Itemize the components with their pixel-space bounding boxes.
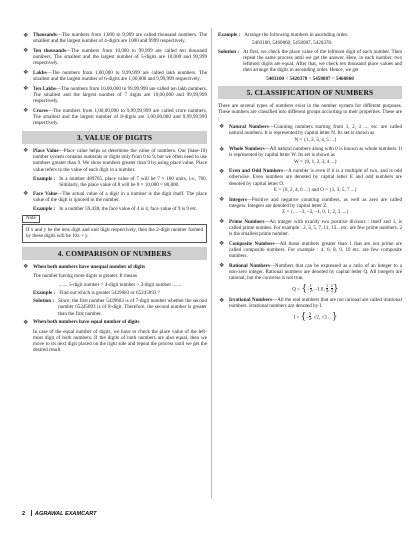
term: Face Value xyxy=(33,190,58,197)
definition: —All the real numbers that are not rational are called irrational numbers. Irrational numbers are denoted by I. xyxy=(229,297,402,310)
diamond-bullet-icon: ❖ xyxy=(23,31,29,39)
definition: —The numbers from 1,00,000 to 9,99,999 are called lakh numbers. The smallest and the largest number of 6-digits are 1,00,000 and 9,99,999 respectively. xyxy=(33,69,207,83)
set-notation: Z = {.... –3, –2, –1, 0, 1, 2, 3 ....} xyxy=(282,209,349,216)
set-notation: W = {0, 1, 2, 3, 4 ...} xyxy=(293,158,338,165)
example-text: In a number 59,438, the face value of 4 is 4, face value of 9 is 9 etc. xyxy=(59,206,198,213)
diamond-bullet-icon: ❖ xyxy=(23,147,29,155)
definition: —The actual value of a digit in a number is the digit itself. The place value of the digit is ignored in the number. xyxy=(33,190,207,203)
bullet-lakhs xyxy=(22,70,207,83)
solution-text: At first, we check the place value of the leftmost digit of each number. Then repeat the same process until we get the answer. Here, in each number, two leftmost digits are equal. After that, we check ten thousand place values and then arrange the digits in ascending order. Hence, we get xyxy=(243,48,402,74)
page-number: 2 xyxy=(22,511,26,517)
bullet-integers xyxy=(218,197,402,216)
solution-label: Solution : xyxy=(33,298,55,305)
bullet-composite-numbers xyxy=(218,241,402,260)
publisher-name: AGRAWAL EXAMCART xyxy=(34,511,97,517)
diamond-bullet-icon: ❖ xyxy=(23,263,29,271)
fraction: $\frac{1}{4}$ xyxy=(325,282,329,294)
set-notation: E = {0, 2, 4, 6 ...} and O = {1, 3, 5, 7 ...} xyxy=(273,187,358,194)
diamond-bullet-icon: ❖ xyxy=(23,318,29,326)
diamond-bullet-icon: ❖ xyxy=(219,196,225,203)
left-brace-icon: { xyxy=(300,311,307,322)
term: Crores xyxy=(33,107,48,114)
term: Thousands xyxy=(33,32,57,38)
fraction: $\frac{1}{2}$ xyxy=(309,282,312,294)
solution-result: 5403100 < 5420378 < 5458087 < 5460860 xyxy=(266,75,354,82)
note-label: Note xyxy=(22,215,40,224)
page-footer xyxy=(22,510,97,518)
term: Composite Numbers xyxy=(229,240,275,247)
note-text: If x and y be the tens digit and unit digit respectively, then the 2-digit number formed by these digits will be 10x + y. xyxy=(26,227,203,240)
definition: —All those numbers greater than 1 that are not prime are called composite numbers. For example : 4, 6, 8, 9, 10 etc. are few composite numbers. xyxy=(229,240,402,260)
left-column xyxy=(22,32,207,356)
definition: —The numbers from 10,000 to 99,999 are called ten thousand numbers. The smallest and the largest number of 5-digits are 10,000 and 99,999 respectively. xyxy=(33,47,208,67)
example-face-value xyxy=(22,206,207,212)
bullet-thousands xyxy=(22,32,207,45)
right-column xyxy=(218,32,402,325)
footer-divider xyxy=(31,510,32,516)
term: Integers xyxy=(229,196,247,203)
definition: —Numbers that can be expressed as a ratio of an integer to a non-zero integer. Rational numbers are denoted by capital letter Q. All integers are rational, but the converse is not true. xyxy=(229,262,403,282)
definition: —The numbers from 1,00,00,000 to 9,99,99,999 are called crore numbers. The smallest and the largest number of 8-digits are 1,00,00,000 and 9,99,99,999 respectively. xyxy=(33,107,207,127)
fraction: $\frac{3}{2}$ xyxy=(308,310,312,322)
example-text: Arrange the following numbers in ascending order. xyxy=(244,32,349,38)
solution-label: Solution : xyxy=(218,48,240,55)
example-label: Example : xyxy=(33,175,56,182)
set-notation: N = {1, 2, 3, 4, 5 ...} xyxy=(294,136,337,143)
definition: —Place value helps us determine the value of numbers. Our (base-10) number system contains numerals or digits only from 0 to 9, but we often need to use numbers greater than 9. We show numbers greater than 9 by using place value. Place value refers to the value of each digit in a number. xyxy=(33,147,207,173)
diamond-bullet-icon: ❖ xyxy=(23,190,29,198)
term: Ten Lakhs xyxy=(33,85,56,92)
bullet-equal-digits xyxy=(22,319,207,325)
term: Whole Numbers xyxy=(229,146,265,153)
diamond-bullet-icon: ❖ xyxy=(219,123,225,131)
example-text: In a number 489765, place value of 7 will be 7 × 100 units, i.e., 700. Similarly, the place value of 8 will be 8 × 10,000 = 80,000. xyxy=(59,175,207,189)
bullet-unequal-digits xyxy=(22,264,207,270)
bullet-even-odd xyxy=(218,168,402,193)
term: Rational Numbers xyxy=(229,262,270,269)
bullet-place-value xyxy=(22,148,207,173)
term: Ten thousands xyxy=(33,47,66,54)
diamond-bullet-icon: ❖ xyxy=(23,107,29,115)
definition: —The numbers from 10,00,000 to 99,99,999 are called ten lakh numbers. The smallest and the largest number of 7 digits are 10,00,000 and 99,99,999 respectively. xyxy=(33,85,207,105)
definition: —A number is even if it is a multiple of two, and is odd otherwise. Even numbers are denoted by capital letter E and odd numbers are denoted by capital letter O. xyxy=(229,168,403,187)
right-brace-icon: } xyxy=(333,283,339,294)
bullet-whole-numbers xyxy=(218,146,402,165)
solution-compare xyxy=(22,298,207,317)
bullet-irrational-numbers xyxy=(218,297,402,322)
rational-set-formula: Q = {– $\frac{1}{2}$ , –1.0, $\frac{1}{4}$ , $\frac{1}{2}$ } xyxy=(292,282,339,294)
example-label: Example : xyxy=(218,32,241,38)
paragraph: In case of the equal number of digits, we have to check the place value of the left-most digit of both numbers. If the digits of both numbers are also equal, then we move to its next digit placed on the right side and repeat the process until we get the desired result. xyxy=(33,328,207,354)
diamond-bullet-icon: ❖ xyxy=(219,218,225,226)
subheading: When both numbers have unequal number of digits xyxy=(33,263,146,270)
definition: —An integer with exactly two positive divisors : itself and 1, is called prime number. For example : 2, 3, 5, 7, 11, 13... etc. are few prime numbers. 2 is the smallest prime number. xyxy=(229,218,402,238)
definition: —Counting numbers starting from 1, 2, 3 .... etc. are called natural numbers. It is represented by capital letter N. Its set is shown as xyxy=(229,123,402,137)
term: Prime Numbers xyxy=(229,218,265,225)
paragraph: The number having more digits is greater. It means xyxy=(33,273,137,280)
column-divider xyxy=(211,28,212,498)
subheading: When both numbers have equal number of digits xyxy=(33,319,140,326)
example-numbers: 5403100, 5460860, 5458087, 5420378. xyxy=(252,40,333,47)
diamond-bullet-icon: ❖ xyxy=(23,47,29,55)
term: Even and Odd Numbers xyxy=(229,168,284,175)
fraction: $\frac{1}{2}$ xyxy=(330,282,334,294)
example-label: Example : xyxy=(33,289,56,296)
solution-text: Since, the first number 5429683 is of 7-digit number whether the second number 65245893 is of 8-digit. Therefore, the second number is greater than the first number. xyxy=(58,298,207,317)
term: Lakhs xyxy=(33,69,47,76)
left-brace-icon: { xyxy=(301,283,308,294)
diamond-bullet-icon: ❖ xyxy=(219,296,225,304)
solution-arrange xyxy=(218,49,402,74)
bullet-crores xyxy=(22,108,207,127)
section-heading-value-of-digits: 3. VALUE OF DIGITS xyxy=(22,131,207,144)
example-compare xyxy=(22,290,207,296)
example-arrange xyxy=(218,32,402,38)
right-brace-icon: } xyxy=(331,311,338,322)
diamond-bullet-icon: ❖ xyxy=(219,240,225,248)
example-place-value xyxy=(22,176,207,189)
example-label: Example : xyxy=(33,206,56,213)
bullet-natural-numbers xyxy=(218,124,402,143)
section-heading-classification: 5. CLASSIFICATION OF NUMBERS xyxy=(218,86,402,99)
digit-order: ....... 5-digit number > 4-digit number > 3-digit number ....... xyxy=(58,281,182,288)
note-box xyxy=(22,224,207,243)
definition: —All natural numbers along with 0 is known as whole numbers. It is represented by capital letter W. Its set is shown as xyxy=(229,146,402,159)
diamond-bullet-icon: ❖ xyxy=(219,145,225,153)
diamond-bullet-icon: ❖ xyxy=(219,167,225,175)
section-heading-comparison: 4. COMPARISON OF NUMBERS xyxy=(22,247,207,260)
bullet-face-value xyxy=(22,191,207,204)
definition: —Positive and negative counting numbers, as well as zero are called integers. Integers are denoted by capital letter Z. xyxy=(229,196,402,209)
bullet-prime-numbers xyxy=(218,219,402,238)
term: Place Value xyxy=(33,147,59,154)
bullet-rational-numbers xyxy=(218,263,402,294)
example-text: Find out which is greater 5429683 or 65245893 ? xyxy=(59,289,160,296)
bullet-ten-thousands xyxy=(22,48,207,67)
term: Irrational Numbers xyxy=(229,297,272,303)
diamond-bullet-icon: ❖ xyxy=(23,85,29,93)
bullet-ten-lakhs xyxy=(22,86,207,105)
diamond-bullet-icon: ❖ xyxy=(23,69,29,77)
paragraph: There are several types of numbers exist in the number system for different purposes. These numbers are classified into different groups according to their properties. These are : xyxy=(218,103,402,122)
diamond-bullet-icon: ❖ xyxy=(219,262,225,270)
definition: —The numbers from 1,000 to 9,999 are called thousand numbers. The smallest and the largest number of 4-digits are 1000 and 9999 respectively. xyxy=(33,32,207,45)
irrational-set-formula: I = {– $\frac{3}{2}$ , √2, √3 ...} xyxy=(293,310,338,322)
term: Natural Numbers xyxy=(229,123,269,130)
